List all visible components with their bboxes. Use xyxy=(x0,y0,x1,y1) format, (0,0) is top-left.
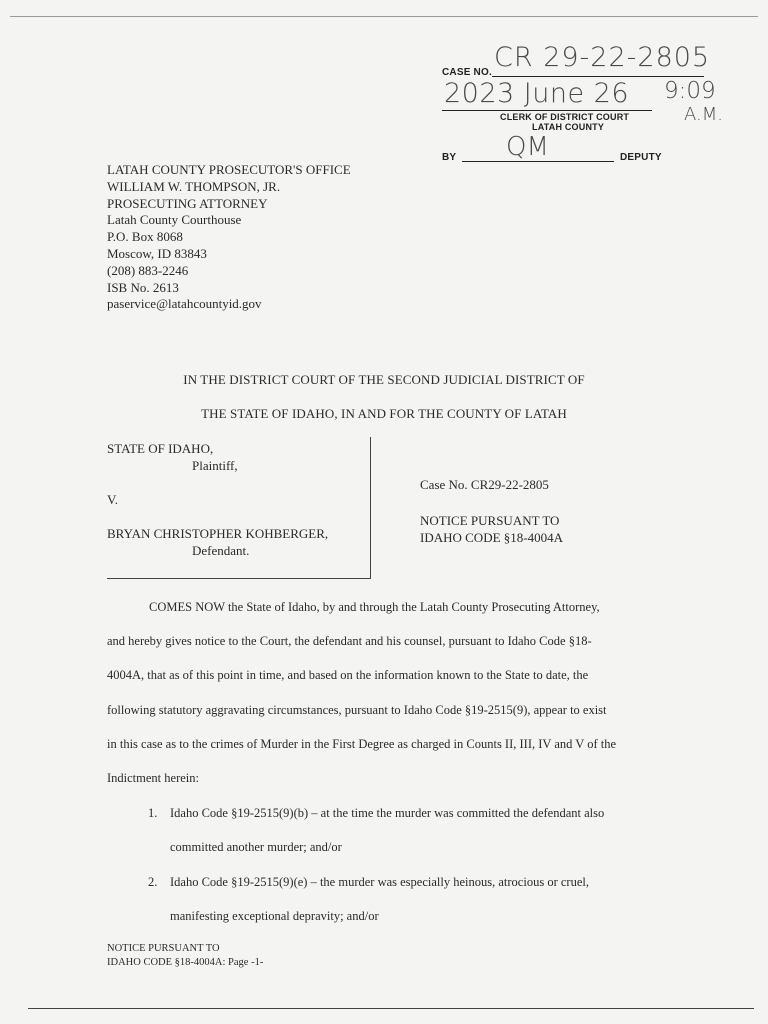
body-line: in this case as to the crimes of Murder in the First Degree as charged in Counts II, III, IV and V of the xyxy=(107,736,617,751)
footer-line2: IDAHO CODE §18-4004A: Page -1- xyxy=(107,957,264,968)
list-text-line: manifesting exceptional depravity; and/or xyxy=(170,909,379,924)
page-footer xyxy=(107,942,263,970)
list-text-line: committed another murder; and/or xyxy=(170,840,342,855)
clerk-stamp xyxy=(442,40,742,170)
attorney-block xyxy=(107,162,351,313)
defendant-name: BRYAN CHRISTOPHER KOHBERGER, xyxy=(107,526,329,541)
body-paragraph xyxy=(107,590,687,795)
attorney-line: ISB No. 2613 xyxy=(107,279,179,295)
defendant-role: Defendant. xyxy=(192,543,250,558)
body-line: following statutory aggravating circumstances, pursuant to Idaho Code §19-2515(9), appear to exist xyxy=(107,702,607,717)
caption-parties xyxy=(107,440,328,559)
attorney-line: PROSECUTING ATTORNEY xyxy=(107,195,268,211)
case-no-label: CASE NO. xyxy=(442,67,492,78)
body-line: and hereby gives notice to the Court, the defendant and his counsel, pursuant to Idaho Code §18- xyxy=(107,634,592,649)
caption-divider-vertical xyxy=(370,437,371,578)
body-line: COMES NOW the State of Idaho, by and through the Latah County Prosecuting Attorney, xyxy=(149,600,600,614)
versus: V. xyxy=(107,492,118,507)
court-heading-line2: THE STATE OF IDAHO, IN AND FOR THE COUNTY OF LATAH xyxy=(201,406,567,421)
list-text xyxy=(170,865,690,933)
attorney-line: paservice@latahcountyid.gov xyxy=(107,296,262,312)
date-handwritten: 2023 June 26 xyxy=(444,78,630,109)
attorney-line: P.O. Box 8068 xyxy=(107,229,183,245)
case-no-line xyxy=(492,76,704,77)
caption-divider-horizontal xyxy=(107,578,371,579)
plaintiff-role: Plaintiff, xyxy=(192,458,238,473)
footer-line1: NOTICE PURSUANT TO xyxy=(107,943,220,954)
clerk-line1: CLERK OF DISTRICT COURT xyxy=(500,112,630,122)
bottom-rule xyxy=(28,1008,754,1009)
court-heading-line1: IN THE DISTRICT COURT OF THE SECOND JUDICIAL DISTRICT OF xyxy=(183,372,585,387)
document-title xyxy=(420,512,563,546)
body-line: 4004A, that as of this point in time, and based on the information known to the State to date, the xyxy=(107,668,589,683)
attorney-line: Latah County Courthouse xyxy=(107,212,242,228)
date-line xyxy=(442,110,652,111)
top-rule xyxy=(10,16,758,17)
attorney-line: WILLIAM W. THOMPSON, JR. xyxy=(107,178,281,194)
by-label: BY xyxy=(442,152,457,163)
attorney-line: Moscow, ID 83843 xyxy=(107,245,207,261)
list-text xyxy=(170,796,690,864)
time-handwritten: 9:09 xyxy=(664,78,716,104)
attorney-line: LATAH COUNTY PROSECUTOR'S OFFICE xyxy=(107,162,351,177)
case-number: Case No. CR29-22-2805 xyxy=(420,477,549,492)
clerk-line2: LATAH COUNTY xyxy=(532,122,605,132)
ampm-handwritten: A.M. xyxy=(684,104,723,125)
deputy-label: DEPUTY xyxy=(620,152,662,163)
attorney-line: (208) 883-2246 xyxy=(107,262,189,278)
initials-handwritten: QM xyxy=(506,132,549,162)
list-number: 1. xyxy=(148,806,158,820)
list-text-line: Idaho Code §19-2515(9)(e) – the murder was especially heinous, atrocious or cruel, xyxy=(170,875,589,889)
list-text-line: Idaho Code §19-2515(9)(b) – at the time the murder was committed the defendant also xyxy=(170,806,605,820)
document-title-line1: NOTICE PURSUANT TO xyxy=(420,513,560,528)
body-line: Indictment herein: xyxy=(107,771,199,786)
document-title-line2: IDAHO CODE §18-4004A xyxy=(420,530,563,545)
plaintiff-name: STATE OF IDAHO, xyxy=(107,441,214,456)
list-number: 2. xyxy=(148,875,158,889)
case-no-handwritten: CR 29-22-2805 xyxy=(494,42,711,73)
